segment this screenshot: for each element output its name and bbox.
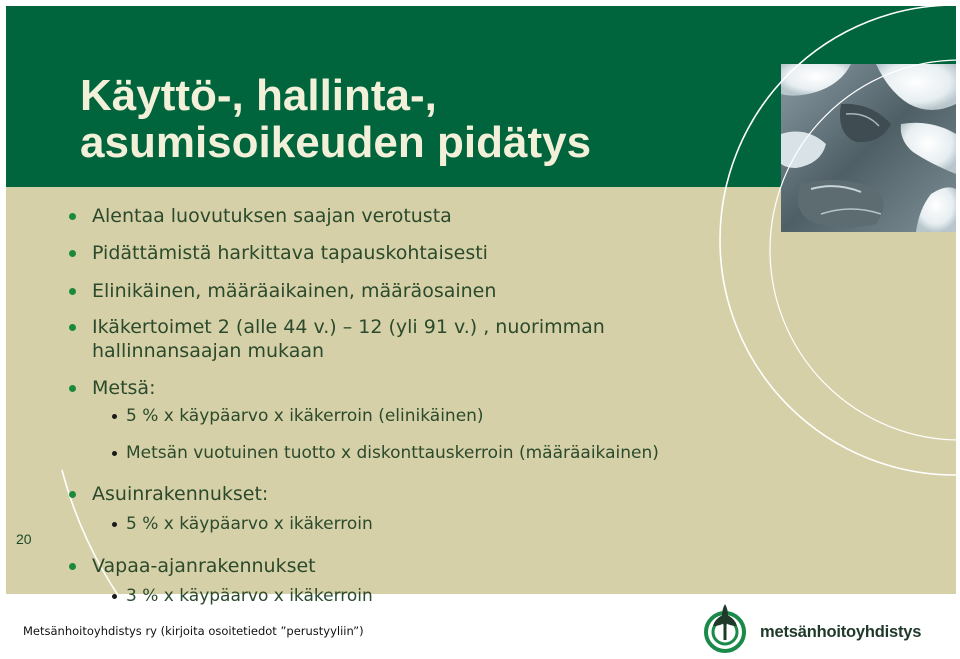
bullet-dot-icon [69, 324, 76, 331]
title-line-1: Käyttö-, hallinta-, [80, 71, 437, 120]
bullet-dot-icon [69, 385, 76, 392]
slide-title [80, 72, 740, 166]
ice-water-photo-graphic [781, 64, 956, 232]
bullet-dot-icon [69, 250, 76, 257]
bullet-dot-icon [69, 213, 76, 220]
bullet-text: Pidättämistä harkittava tapauskohtaisesti [92, 242, 488, 264]
ice-water-photo [781, 64, 956, 232]
bullet-dot-icon [69, 563, 76, 570]
bullet-text: Metsä: [92, 377, 156, 399]
sub-bullet-text: 3 % x käypäarvo x ikäkerroin [126, 586, 373, 606]
bullet-text: Elinikäinen, määräaikainen, määräosainen [92, 280, 497, 302]
bullet-text: Ikäkertoimet 2 (alle 44 v.) – 12 (yli 91 v.) , nuorimman [92, 316, 605, 338]
bullet-text: Alentaa luovutuksen saajan verotusta [92, 205, 452, 227]
metsanhoitoyhdistys-logo [703, 600, 943, 655]
bullet-text: hallinnansaajan mukaan [92, 340, 325, 362]
sub-bullet-dot-icon [112, 594, 117, 599]
bullet-dot-icon [69, 288, 76, 295]
tree-leaf-logo-icon [703, 600, 747, 654]
sub-bullet-text: Metsän vuotuinen tuotto x diskonttauskerroin (määräaikainen) [126, 443, 659, 463]
bullet-dot-icon [69, 491, 76, 498]
sub-bullet-text: 5 % x käypäarvo x ikäkerroin (elinikäinen) [126, 406, 484, 426]
sub-bullet-text: 5 % x käypäarvo x ikäkerroin [126, 514, 373, 534]
sub-bullet-dot-icon [112, 414, 117, 419]
footer-address-text: Metsänhoitoyhdistys ry (kirjoita osoitetiedot ”perustyyliin”) [23, 624, 364, 638]
bullet-text: Asuinrakennukset: [92, 483, 269, 505]
sub-bullet-dot-icon [112, 522, 117, 527]
logo-text: metsänhoitoyhdistys [760, 623, 922, 641]
title-line-2: asumisoikeuden pidätys [80, 118, 592, 167]
page-number: 20 [16, 531, 32, 547]
sub-bullet-dot-icon [112, 451, 117, 456]
bullet-text: Vapaa-ajanrakennukset [92, 555, 316, 577]
